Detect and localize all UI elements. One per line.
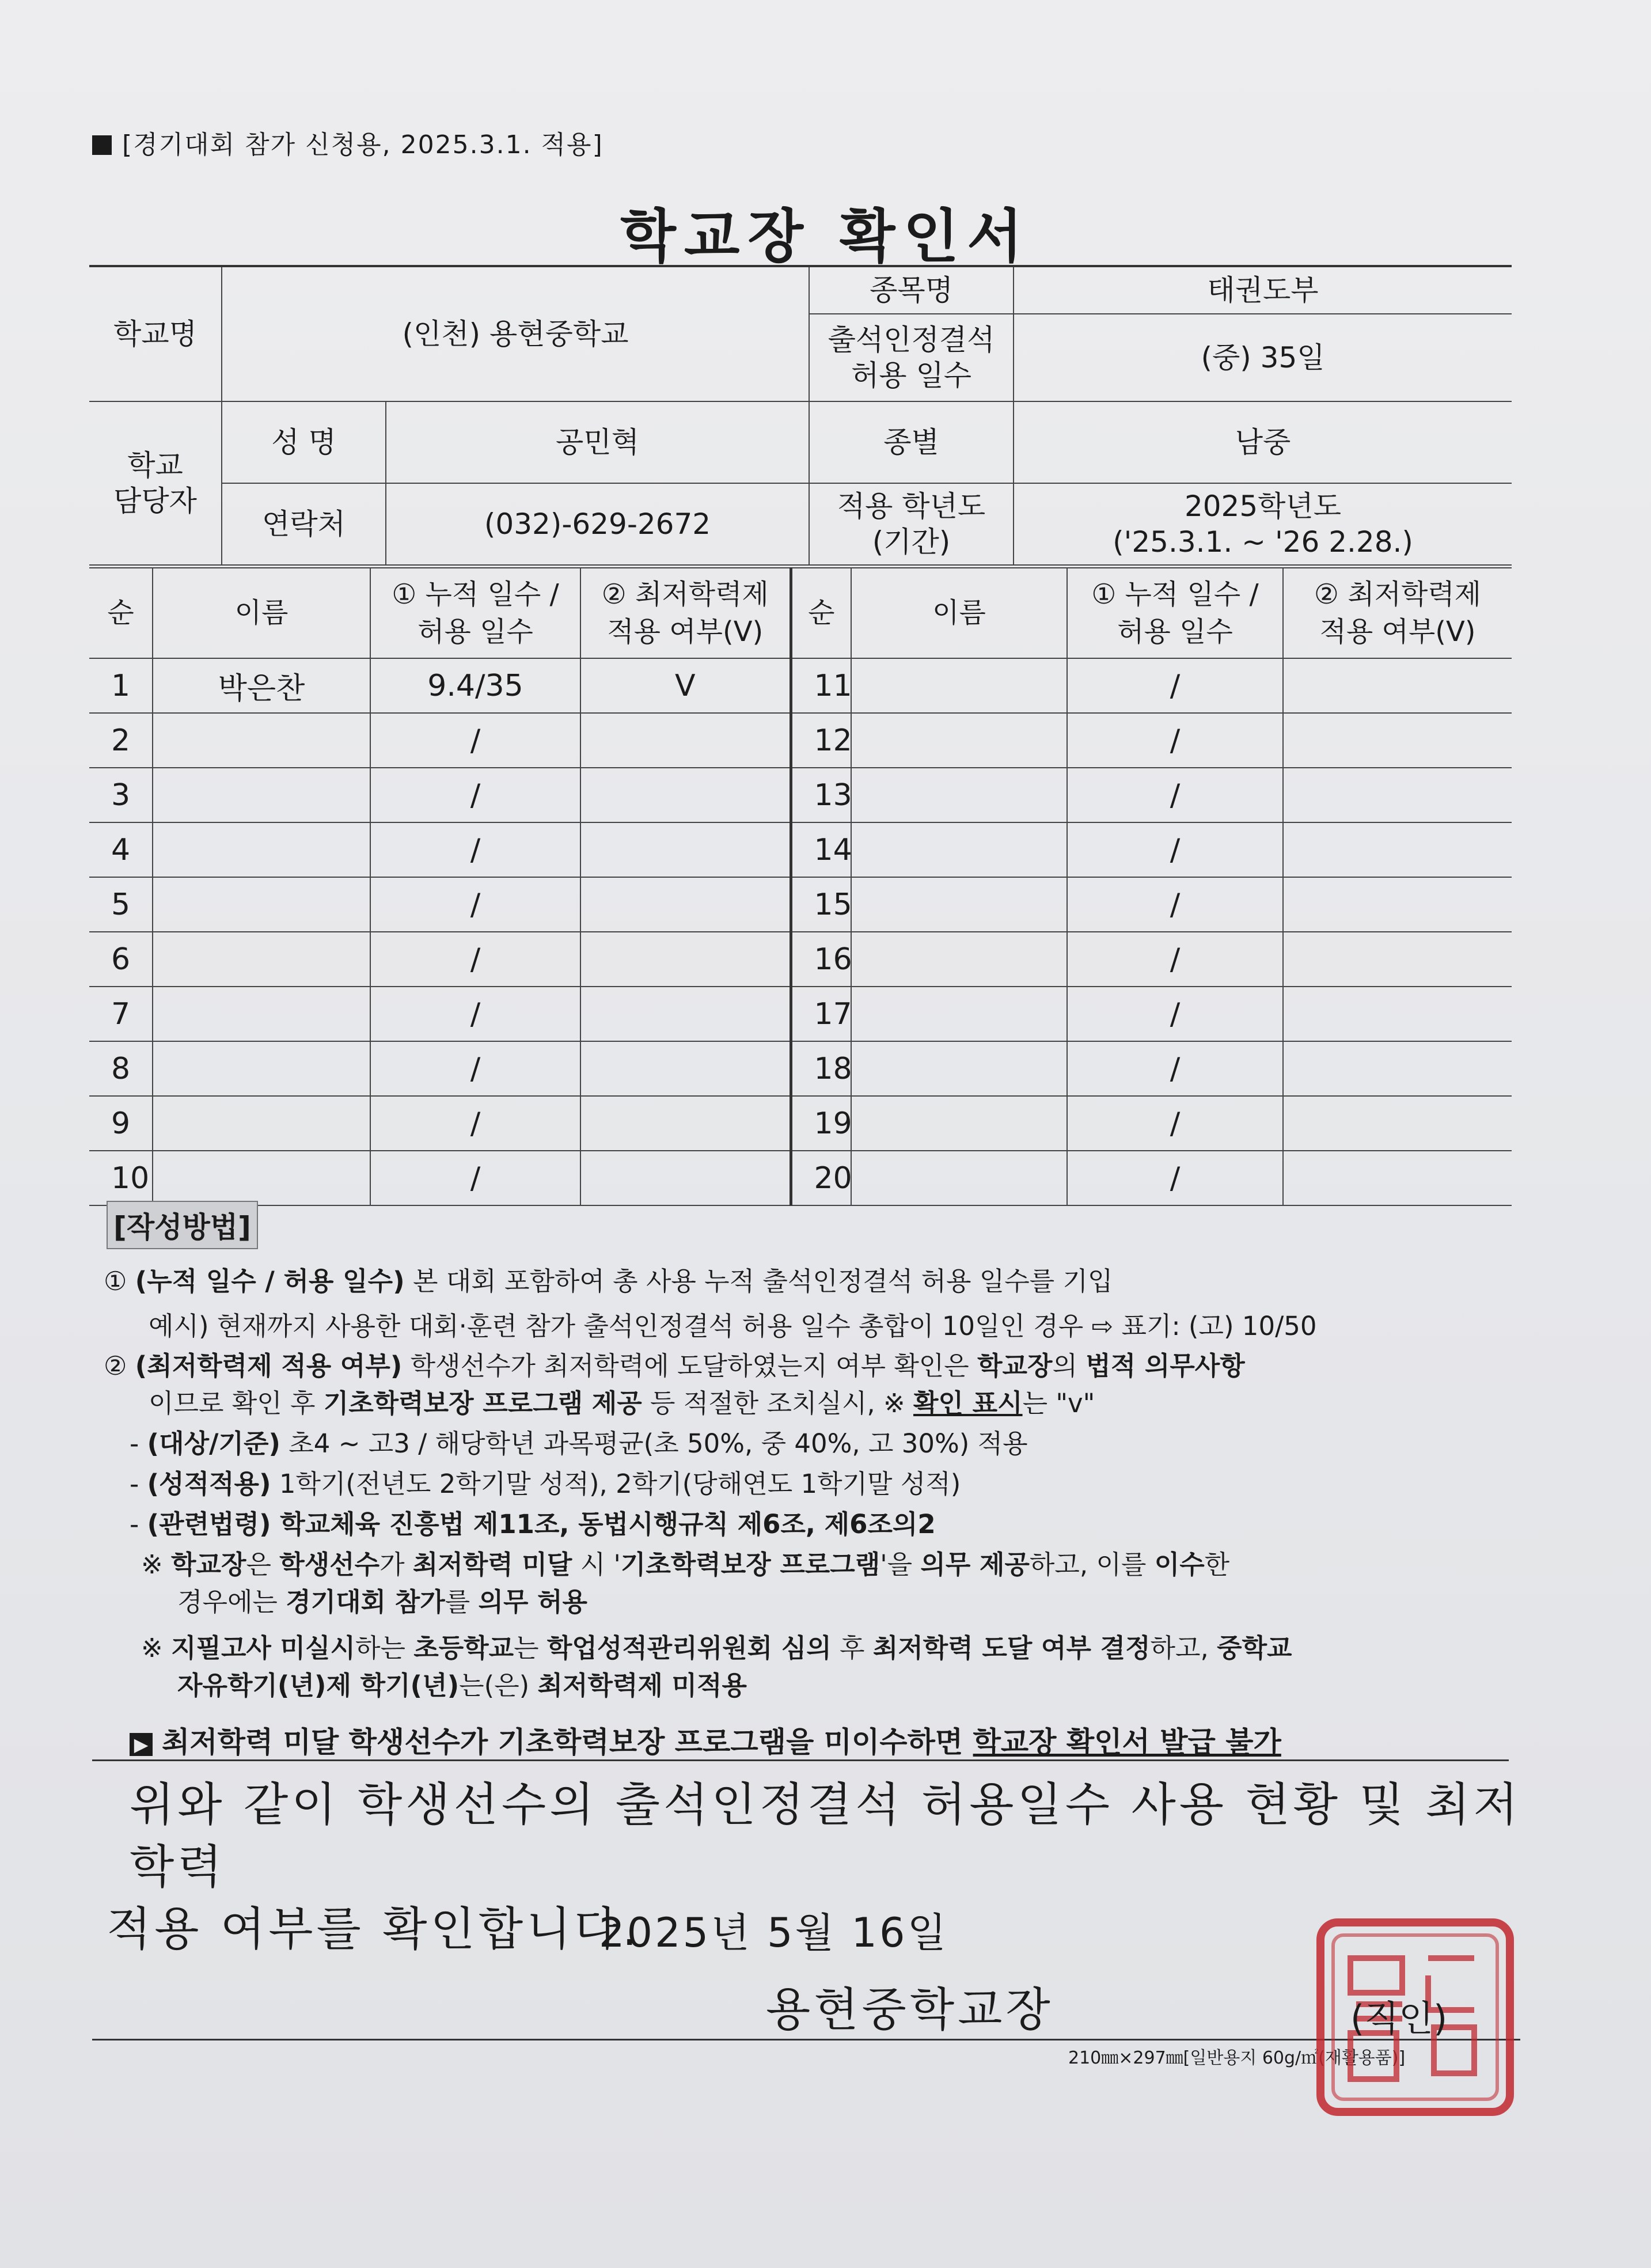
divider xyxy=(92,2039,1520,2041)
row-num: 14 xyxy=(791,822,851,877)
row-num: 9 xyxy=(89,1096,153,1151)
row-name xyxy=(851,987,1067,1041)
school-value: (인천) 용현중학교 xyxy=(222,266,809,401)
guide-section xyxy=(107,1201,1500,1249)
row-num: 12 xyxy=(791,713,851,768)
row-name xyxy=(851,877,1067,932)
row-check xyxy=(580,987,791,1041)
name-header: 이름 xyxy=(153,568,370,658)
row-num: 20 xyxy=(791,1151,851,1205)
row-check xyxy=(1283,713,1512,768)
row-check xyxy=(1283,877,1512,932)
table-row xyxy=(89,658,1512,713)
row-days: / xyxy=(1067,877,1283,932)
row-name xyxy=(153,877,370,932)
seal-label: (직인) xyxy=(1350,1997,1448,2039)
row-days: 9.4/35 xyxy=(370,658,580,713)
row-check xyxy=(1283,1096,1512,1151)
min-header: ② 최저학력제 적용 여부(V) xyxy=(580,568,791,658)
row-num: 13 xyxy=(791,768,851,822)
table-row xyxy=(89,877,1512,932)
info-table xyxy=(89,265,1512,566)
row-num: 2 xyxy=(89,713,153,768)
row-num: 19 xyxy=(791,1096,851,1151)
roster-header-row xyxy=(89,568,1512,658)
row-check xyxy=(580,932,791,987)
row-num: 3 xyxy=(89,768,153,822)
row-check xyxy=(1283,1151,1512,1205)
row-name xyxy=(851,658,1067,713)
name-value: 공민혁 xyxy=(386,401,809,483)
guide-line-8: ※ 학교장은 학생선수가 최저학력 미달 시 '기초학력보장 프로그램'을 의무 제공하고, 이를 이수한 xyxy=(141,1549,1230,1580)
row-num: 11 xyxy=(791,658,851,713)
row-num: 5 xyxy=(89,877,153,932)
row-days: / xyxy=(1067,768,1283,822)
type-label: 종별 xyxy=(809,401,1014,483)
guide-line-3: ② (최저학력제 적용 여부) 학생선수가 최저학력에 도달하였는지 여부 확인은 학교장의 법적 의무사항 xyxy=(104,1351,1245,1381)
name-label: 성 명 xyxy=(222,401,386,483)
row-name: 박은찬 xyxy=(153,658,370,713)
manager-label: 학교 담당자 xyxy=(89,401,222,565)
row-check xyxy=(580,713,791,768)
row-name xyxy=(153,1151,370,1205)
min-header: ② 최저학력제 적용 여부(V) xyxy=(1283,568,1512,658)
row-name xyxy=(851,768,1067,822)
row-num: 1 xyxy=(89,658,153,713)
guide-line-7: - (관련법령) 학교체육 진흥법 제11조, 동법시행규칙 제6조, 제6조의2 xyxy=(130,1509,936,1539)
row-name xyxy=(153,768,370,822)
row-name xyxy=(851,1151,1067,1205)
event-value: 태권도부 xyxy=(1014,266,1512,314)
row-num: 10 xyxy=(89,1151,153,1205)
row-name xyxy=(851,713,1067,768)
row-days: / xyxy=(1067,822,1283,877)
name-header: 이름 xyxy=(851,568,1067,658)
table-row xyxy=(89,768,1512,822)
row-num: 6 xyxy=(89,932,153,987)
contact-label: 연락처 xyxy=(222,483,386,565)
table-row xyxy=(89,987,1512,1041)
row-name xyxy=(153,1041,370,1096)
guide-heading: [작성방법] xyxy=(107,1201,258,1249)
notice-line: ▶ 최저학력 미달 학생선수가 기초학력보장 프로그램을 미이수하면 학교장 확인서 발급 불가 xyxy=(130,1719,1281,1761)
principal-signature: 용현중학교장 xyxy=(766,1983,1054,2036)
row-check xyxy=(1283,658,1512,713)
row-days: / xyxy=(1067,713,1283,768)
row-days: / xyxy=(370,1151,580,1205)
row-check xyxy=(1283,822,1512,877)
confirmation-text: 위와 같이 학생선수의 출석인정결석 허용일수 사용 현황 및 최저학력 적용 여부를 확인합니다. xyxy=(107,1778,1521,1956)
table-row xyxy=(89,1096,1512,1151)
guide-line-5: - (대상/기준) 초4 ~ 고3 / 해당학년 과목평균(초 50%, 중 40%, 고 30%) 적용 xyxy=(130,1428,1028,1459)
row-days: / xyxy=(370,1096,580,1151)
table-row xyxy=(89,932,1512,987)
table-row xyxy=(89,1041,1512,1096)
table-row xyxy=(89,1151,1512,1205)
row-num: 18 xyxy=(791,1041,851,1096)
row-name xyxy=(153,713,370,768)
school-label: 학교명 xyxy=(89,266,222,401)
allow-value: (중) 35일 xyxy=(1014,314,1512,401)
row-check xyxy=(1283,987,1512,1041)
row-days: / xyxy=(1067,1041,1283,1096)
guide-line-9: 경우에는 경기대회 참가를 의무 허용 xyxy=(177,1587,588,1617)
row-days: / xyxy=(370,1041,580,1096)
row-days: / xyxy=(1067,932,1283,987)
row-name xyxy=(153,932,370,987)
row-check: V xyxy=(580,658,791,713)
table-row xyxy=(89,822,1512,877)
row-num: 8 xyxy=(89,1041,153,1096)
year-value: 2025학년도 ('25.3.1. ~ '26 2.28.) xyxy=(1014,483,1512,565)
type-value: 남중 xyxy=(1014,401,1512,483)
contact-value: (032)-629-2672 xyxy=(386,483,809,565)
row-days: / xyxy=(370,822,580,877)
event-label: 종목명 xyxy=(809,266,1014,314)
issue-date: 2025년 5월 16일 xyxy=(599,1909,949,1956)
allow-label: 출석인정결석 허용 일수 xyxy=(809,314,1014,401)
row-name xyxy=(153,1096,370,1151)
row-name xyxy=(851,1096,1067,1151)
row-check xyxy=(580,768,791,822)
row-name xyxy=(851,1041,1067,1096)
row-num: 17 xyxy=(791,987,851,1041)
row-days: / xyxy=(370,713,580,768)
row-days: / xyxy=(370,768,580,822)
guide-line-6: - (성적적용) 1학기(전년도 2학기말 성적), 2학기(당해연도 1학기말 성적) xyxy=(130,1469,961,1499)
divider xyxy=(92,1759,1509,1761)
row-check xyxy=(1283,932,1512,987)
square-bullet-icon xyxy=(92,135,112,155)
header-note: [경기대회 참가 신청용, 2025.3.1. 적용] xyxy=(92,124,604,161)
row-num: 7 xyxy=(89,987,153,1041)
row-check xyxy=(580,1151,791,1205)
row-days: / xyxy=(370,987,580,1041)
days-header: ① 누적 일수 / 허용 일수 xyxy=(1067,568,1283,658)
row-num: 4 xyxy=(89,822,153,877)
page-title: 학교장 확인서 xyxy=(620,203,1031,270)
guide-line-11: 자유학기(년)제 학기(년)는(은) 최저학력제 미적용 xyxy=(177,1670,747,1701)
guide-line-4: 이므로 확인 후 기초학력보장 프로그램 제공 등 적절한 조치실시, ※ 확인 표시는 "v" xyxy=(149,1388,1095,1419)
row-name xyxy=(153,822,370,877)
row-check xyxy=(580,822,791,877)
paper-spec: 210㎜×297㎜[일반용지 60g/㎡(재활용품)] xyxy=(1068,2048,1406,2068)
row-days: / xyxy=(1067,658,1283,713)
row-name xyxy=(851,822,1067,877)
guide-line-2: 예시) 현재까지 사용한 대회·훈련 참가 출석인정결석 허용 일수 총합이 10일인 경우 ⇨ 표기: (고) 10/50 xyxy=(149,1311,1317,1341)
row-num: 15 xyxy=(791,877,851,932)
row-name xyxy=(153,987,370,1041)
row-check xyxy=(580,1041,791,1096)
row-name xyxy=(851,932,1067,987)
row-check xyxy=(580,1096,791,1151)
row-days: / xyxy=(370,877,580,932)
roster-table xyxy=(89,567,1512,1206)
guide-line-10: ※ 지필고사 미실시하는 초등학교는 학업성적관리위원회 심의 후 최저학력 도달 여부 결정하고, 중학교 xyxy=(141,1633,1292,1663)
arrow-box-icon: ▶ xyxy=(130,1733,153,1756)
seq-header: 순 xyxy=(89,568,153,658)
row-days: / xyxy=(1067,1096,1283,1151)
row-days: / xyxy=(1067,987,1283,1041)
row-num: 16 xyxy=(791,932,851,987)
row-check xyxy=(580,877,791,932)
row-days: / xyxy=(370,932,580,987)
table-row xyxy=(89,713,1512,768)
days-header: ① 누적 일수 / 허용 일수 xyxy=(370,568,580,658)
guide-line-1: ① (누적 일수 / 허용 일수) 본 대회 포함하여 총 사용 누적 출석인정결석 허용 일수를 기입 xyxy=(104,1266,1113,1296)
seq-header: 순 xyxy=(791,568,851,658)
row-check xyxy=(1283,1041,1512,1096)
row-days: / xyxy=(1067,1151,1283,1205)
row-check xyxy=(1283,768,1512,822)
year-label: 적용 학년도 (기간) xyxy=(809,483,1014,565)
